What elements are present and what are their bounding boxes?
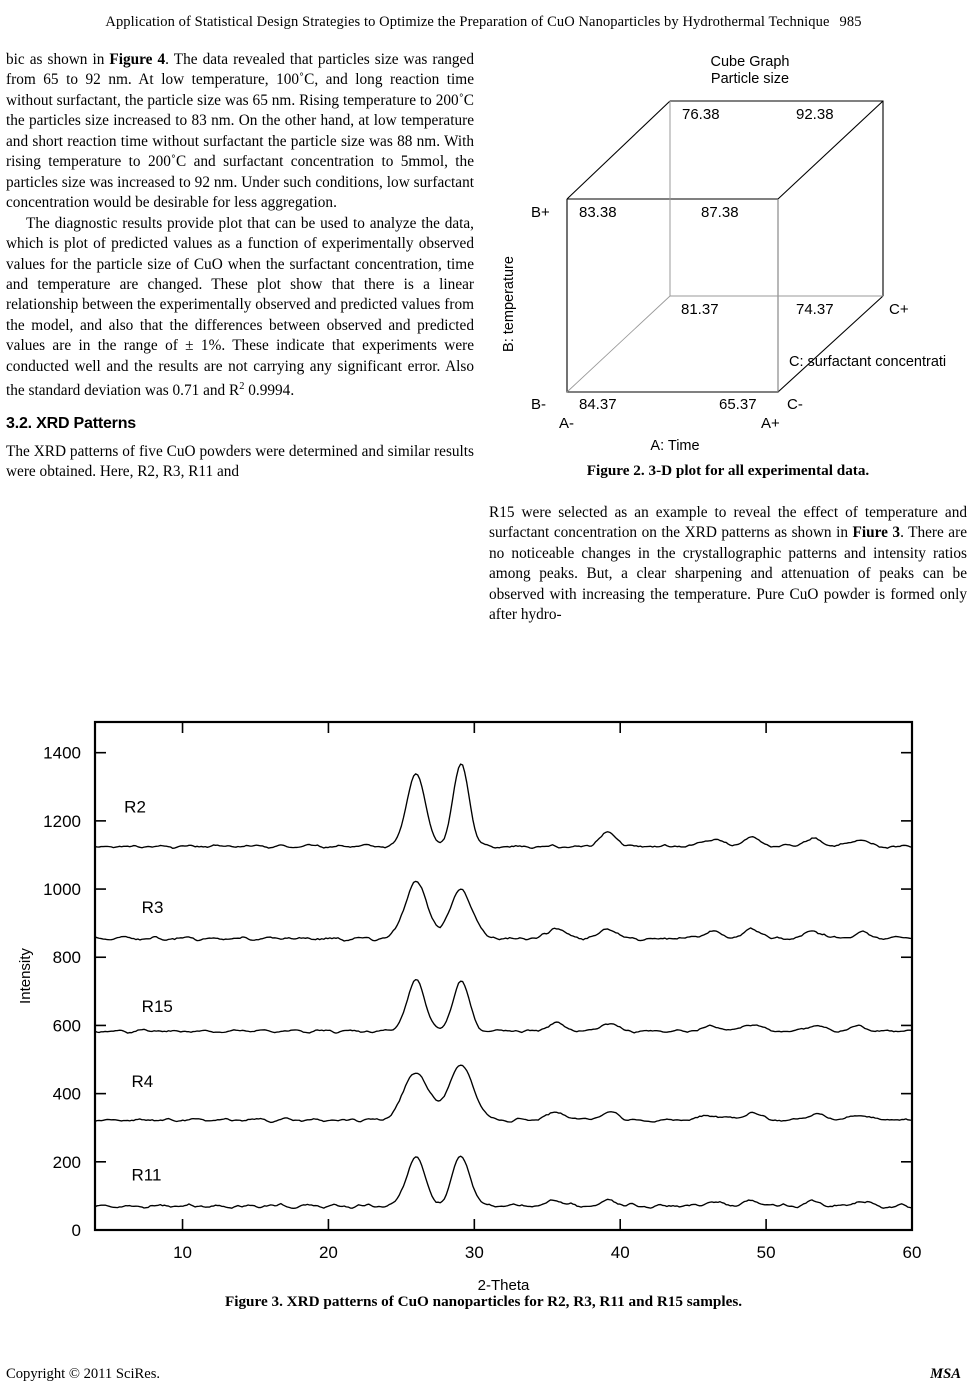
paragraph-diagnostics: The diagnostic results provide plot that can be used to analyze the data, which is plot of predicted values as a function of experimentally observed values for the particle size of CuO when the surfactant concentration, time and temperature are changed. These plot show that there is a linear relationship between the experimentally observed and predicted values from the model, and also that the differences between observed and predicted values are in the range of ± 1%. These indicate that experiments were conducted well and the results are not carrying any significant error. Also the standard deviation was 0.71 and $R^2$ 0.9994. <box>6 214 474 400</box>
plot-frame <box>95 722 912 1230</box>
value-front-bottom-right: 65.37 <box>719 396 757 413</box>
label-c-minus: C- <box>787 396 803 413</box>
y-tick-label: 800 <box>52 948 81 968</box>
xrd-trace-r4 <box>95 1065 912 1122</box>
axis-label-a-time: A: Time <box>650 438 700 454</box>
journal-abbreviation: MSA <box>930 1366 961 1382</box>
value-back-top-right: 92.38 <box>796 106 834 123</box>
axis-label-b-temperature: B: temperature <box>501 256 517 352</box>
value-back-bottom-left: 81.37 <box>681 301 719 318</box>
running-header <box>0 14 967 31</box>
copyright-text: Copyright © 2011 SciRes. <box>6 1366 161 1382</box>
label-b-plus: B+ <box>531 204 550 221</box>
x-tick-label: 40 <box>610 1243 630 1262</box>
cube-graph-svg <box>489 44 967 484</box>
cube-title-line1: Cube Graph <box>710 54 790 70</box>
figure-2-cube-graph <box>489 44 967 484</box>
series-label-r4: R4 <box>131 1071 154 1091</box>
value-back-bottom-right: 74.37 <box>796 301 834 318</box>
value-front-top-left: 83.38 <box>579 204 617 221</box>
x-tick-label: 20 <box>318 1243 338 1262</box>
paragraph-xrd-intro: The XRD patterns of five CuO powders were determined and similar results were obtained. Here, R2, R3, R11 and <box>6 442 474 481</box>
figure-3-xrd-plot <box>0 690 967 1310</box>
y-tick-label: 0 <box>71 1221 81 1240</box>
xrd-trace-r3 <box>95 881 912 941</box>
figure-2-caption: Figure 2. 3-D plot for all experimental data. <box>586 462 870 479</box>
value-front-bottom-left: 84.37 <box>579 396 617 413</box>
xrd-chart-svg <box>0 690 967 1310</box>
series-label-r3: R3 <box>141 897 164 917</box>
xrd-trace-r2 <box>95 764 912 848</box>
y-tick-label: 1000 <box>43 880 81 900</box>
series-label-r2: R2 <box>124 797 146 817</box>
paragraph-figure4: bic as shown in Figure 4. The data revealed that particles size was ranged from 65 to 92 nm. At low temperature, 100˚C, and long reaction time without surfactant, the particle size was 65 nm. Rising temperature to 200˚C the particles size increased to 83 nm. On the other hand, at low temperature and short reaction time without surfactant the particle size was 88 nm. With rising temperature to 200˚C and surfactant concentration to 5mmol, the particles size was increased to 92 nm. Under such conditions, low surfactant concentration would be desirable for less aggregation. <box>6 51 474 212</box>
x-tick-label: 10 <box>173 1243 192 1262</box>
xrd-trace-r11 <box>95 1156 912 1208</box>
y-tick-label: 1400 <box>43 743 81 763</box>
x-tick-label: 60 <box>902 1243 922 1262</box>
x-tick-label: 30 <box>464 1243 484 1262</box>
page-number: 985 <box>839 14 862 30</box>
y-tick-label: 400 <box>52 1084 81 1104</box>
label-a-plus: A+ <box>761 415 780 432</box>
label-c-plus: C+ <box>889 301 909 318</box>
y-axis-label: Intensity <box>17 948 34 1004</box>
value-back-top-left: 76.38 <box>682 106 720 123</box>
label-a-minus: A- <box>559 415 574 432</box>
header-title: Application of Statistical Design Strategies to Optimize the Preparation of CuO Nanoparticles by Hydrothermal Technique <box>105 14 830 30</box>
cube-title-line2: Particle size <box>710 71 790 87</box>
x-tick-label: 50 <box>756 1243 776 1262</box>
figure-3-caption: Figure 3. XRD patterns of CuO nanoparticles for R2, R3, R11 and R15 samples. <box>224 1293 743 1310</box>
section-heading-xrd: 3.2. XRD Patterns <box>6 414 136 432</box>
series-label-r15: R15 <box>141 996 173 1016</box>
y-tick-label: 1200 <box>43 811 81 831</box>
paragraph-r15: R15 were selected as an example to reveal the effect of temperature and surfactant concentration on the XRD patterns as shown in Fiure 3. There are no noticeable changes in the crystallographic patterns and intensity ratios among peaks. But, a clear sharpening and attenuation of peaks can be observed with increasing the temperature. Pure CuO powder is formed only after hydro- <box>489 504 967 624</box>
y-tick-label: 200 <box>52 1152 81 1172</box>
xrd-trace-r15 <box>95 980 912 1034</box>
x-axis-label: 2-Theta <box>477 1277 530 1294</box>
series-label-r11: R11 <box>131 1165 162 1185</box>
y-tick-label: 600 <box>52 1016 81 1036</box>
value-front-top-right: 87.38 <box>701 204 739 221</box>
right-column <box>489 503 967 626</box>
cube-inner-edges <box>670 101 778 392</box>
axis-label-c-surfactant: C: surfactant concentrati <box>789 354 947 370</box>
label-b-minus: B- <box>531 396 546 413</box>
left-column <box>6 50 474 483</box>
